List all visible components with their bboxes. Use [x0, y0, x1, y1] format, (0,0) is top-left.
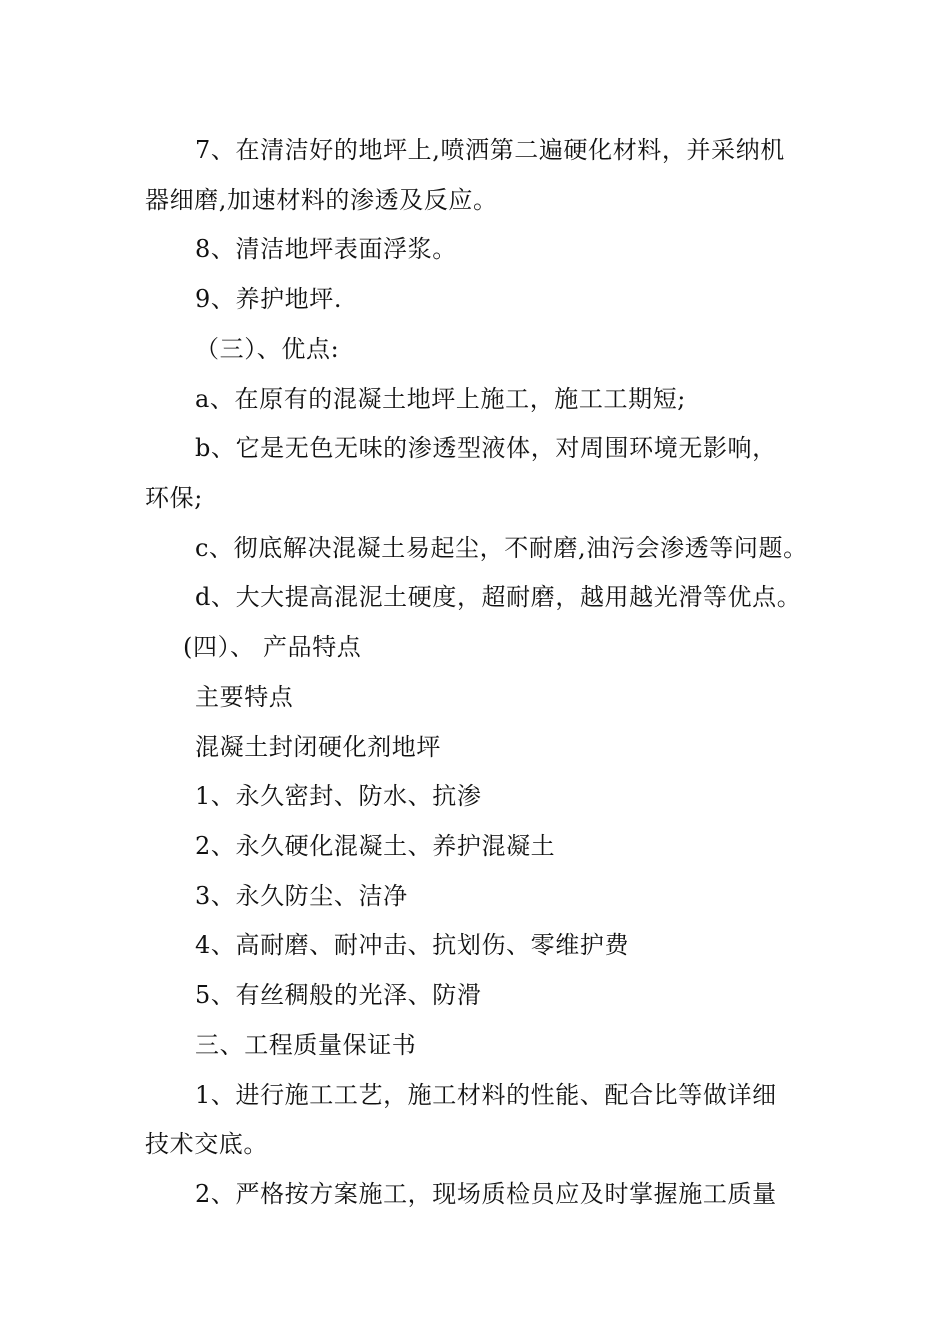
- product-features-heading: (四）、 产品特点: [183, 633, 362, 661]
- step-7-line-2: 器细磨,加速材料的渗透及反应。: [145, 186, 498, 214]
- main-features-label: 主要特点: [195, 683, 294, 711]
- advantage-d: d、大大提高混泥土硬度，超耐磨，越用越光滑等优点。: [195, 583, 802, 611]
- feature-4: 4、高耐磨、耐冲击、抗划伤、零维护费: [195, 931, 630, 959]
- advantage-b-line-1: b、它是无色无味的渗透型液体，对周围环境无影响，: [195, 434, 777, 462]
- guarantee-1-line-2: 技术交底。: [145, 1130, 268, 1158]
- guarantee-2-line-1: 2、严格按方案施工，现场质检员应及时掌握施工质量: [195, 1180, 777, 1208]
- product-name: 混凝土封闭硬化剂地坪: [195, 733, 441, 761]
- advantages-heading: （三）、优点:: [195, 335, 340, 363]
- advantage-c: c、彻底解决混凝土易起尘，不耐磨,油污会渗透等问题。: [195, 534, 808, 562]
- feature-2: 2、永久硬化混凝土、养护混凝土: [195, 832, 556, 860]
- feature-3: 3、永久防尘、洁净: [195, 882, 408, 910]
- feature-5: 5、有丝稠般的光泽、防滑: [195, 981, 482, 1009]
- quality-guarantee-heading: 三、工程质量保证书: [195, 1031, 417, 1059]
- guarantee-1-line-1: 1、进行施工工艺，施工材料的性能、配合比等做详细: [195, 1081, 777, 1109]
- advantage-a: a、在原有的混凝土地坪上施工，施工工期短;: [195, 385, 686, 413]
- step-7-line-1: 7、在清洁好的地坪上,喷洒第二遍硬化材料，并采纳机: [195, 136, 785, 164]
- step-8-line: 8、清洁地坪表面浮浆。: [195, 235, 457, 263]
- feature-1: 1、永久密封、防水、抗渗: [195, 782, 482, 810]
- advantage-b-line-2: 环保;: [145, 484, 203, 512]
- step-9-line: 9、养护地坪.: [195, 285, 343, 313]
